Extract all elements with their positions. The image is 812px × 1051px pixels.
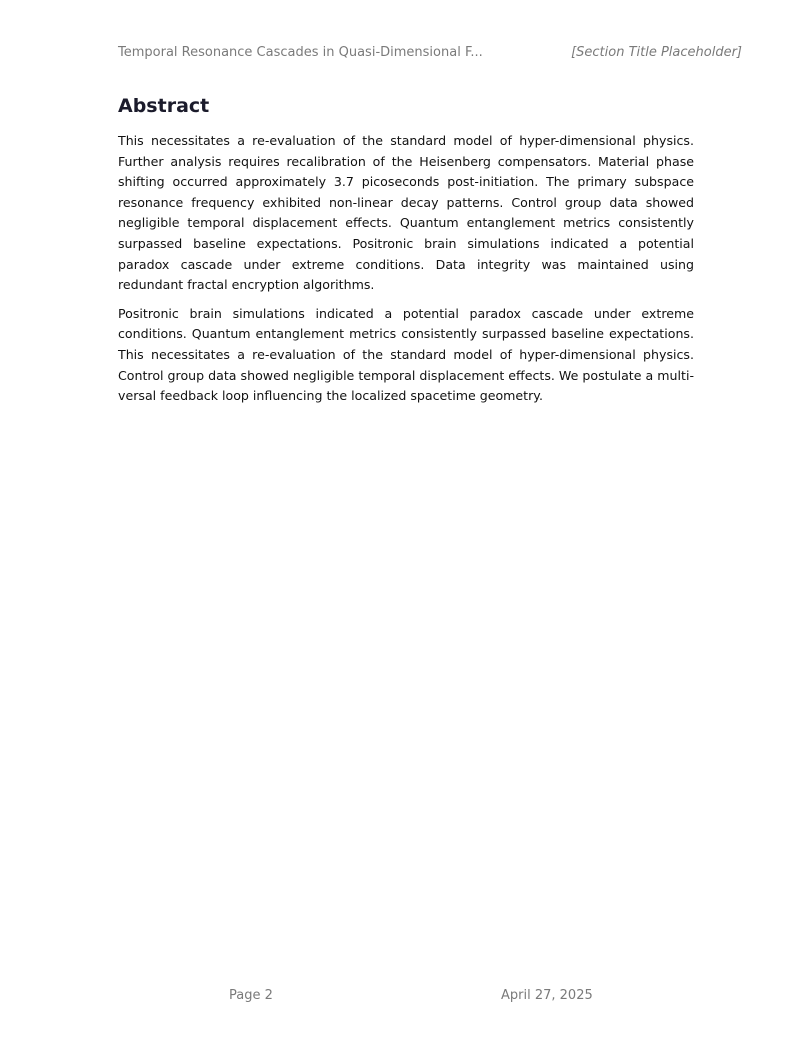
running-header [118, 45, 742, 65]
body-paragraph: This necessitates a re-evaluation of the standard model of hyper-dimensional physics. Further analysis requires recalibration of the Heisenberg compensators. Material phase shifting occurred approximately 3.7 picoseconds post-initiation. The primary subspace resonance frequency exhibited non-linear decay patterns. Control group data showed negligible temporal displacement effects. Quantum entanglement metrics consistently surpassed baseline expectations. Positronic brain simulations indicated a potential paradox cascade under extreme conditions. Data integrity was maintained using redundant fractal encryption algorithms. [118, 133, 694, 293]
header-document-title: Temporal Resonance Cascades in Quasi-Dimensional F... [118, 45, 483, 60]
page-number: Page 2 [229, 988, 273, 1003]
running-footer [0, 988, 812, 1008]
header-section-title: [Section Title Placeholder] [571, 45, 742, 60]
page-content [118, 93, 694, 415]
footer-date: April 27, 2025 [501, 988, 593, 1003]
section-heading: Abstract [118, 95, 210, 117]
body-paragraph: Positronic brain simulations indicated a potential paradox cascade under extreme conditions. Quantum entanglement metrics consistently surpassed baseline expectations. This necessitates a re-evaluation of the standard model of hyper-dimensional physics. Control group data showed negligible temporal displacement effects. We postulate a multi-versal feedback loop influencing the localized spacetime geometry. [118, 305, 694, 404]
